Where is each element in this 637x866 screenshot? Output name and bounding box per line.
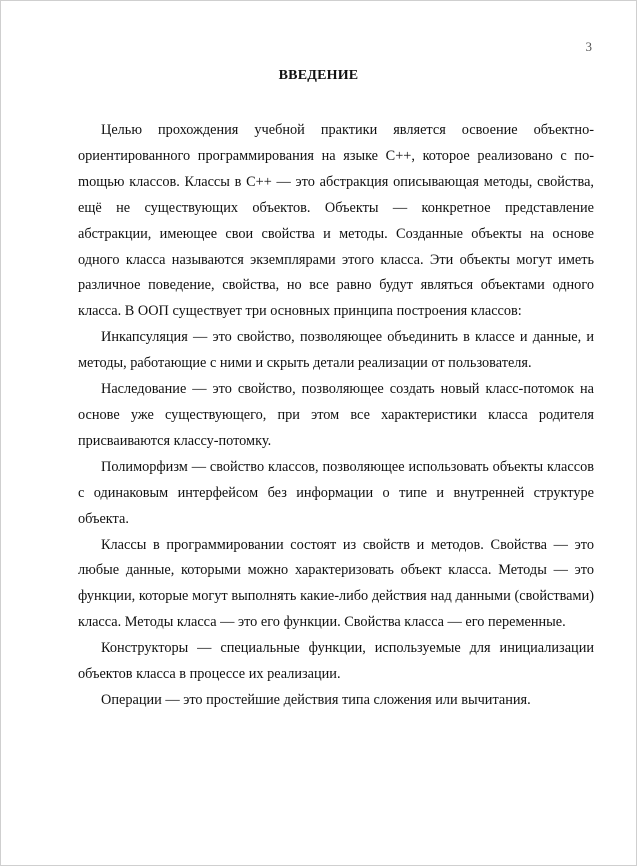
page-title: ВВЕДЕНИЕ	[278, 68, 359, 83]
document-body	[78, 118, 594, 714]
paragraph-inheritance: Наследование — это свойство, позволяющее создать новый класс-потомок на основе уже существующего, при этом все характеристики класса родителя присваиваются классу-потомку.	[78, 381, 594, 449]
paragraph-operations: Операции — это простейшие действия типа сложения или вычитания.	[101, 691, 531, 708]
paragraph-constructors: Конструкторы — специальные функции, используемые для инициализации объектов класса в процессе их реализации.	[78, 640, 594, 683]
paragraph-polymorphism: Полиморфизм — свойство классов, позволяющее использовать объекты классов с одинаковым интерфейсом без информации о типе и внутренней структуре объекта.	[78, 458, 594, 527]
paragraph-encapsulation: Инкапсуляция — это свойство, позволяющее объединить в классе и данные, и методы, работающие с ними и скрыть детали реализации от пользователя.	[78, 329, 594, 372]
page-number: 3	[585, 39, 592, 54]
paragraph-intro: Целью прохождения учебной практики является освоение объектно-ориентированного программирования на языке С++, которое реализовано с поmощью классов. Классы в С++ — это абстракция описывающая методы, свойства, ещё не существующих объектов. Объекты — конкретное представление абстракции, имеющее свои свойства и методы. Созданные объекты на основе одного класса называются экземплярами этого класса. Эти объекты могут иметь различное поведение, свойства, но все равно будут являться объектами одного класса. В ООП существует три основных принципа построения классов:	[78, 122, 594, 320]
paragraph-classes: Классы в программировании состоят из свойств и методов. Свойства — это любые данные, которыми можно характеризовать объект класса. Методы — это функции, которые могут выполнять какие-либо действия над данными (свойствами) класса. Методы класса — это его функции. Свойства класса — его переменные.	[78, 536, 594, 631]
